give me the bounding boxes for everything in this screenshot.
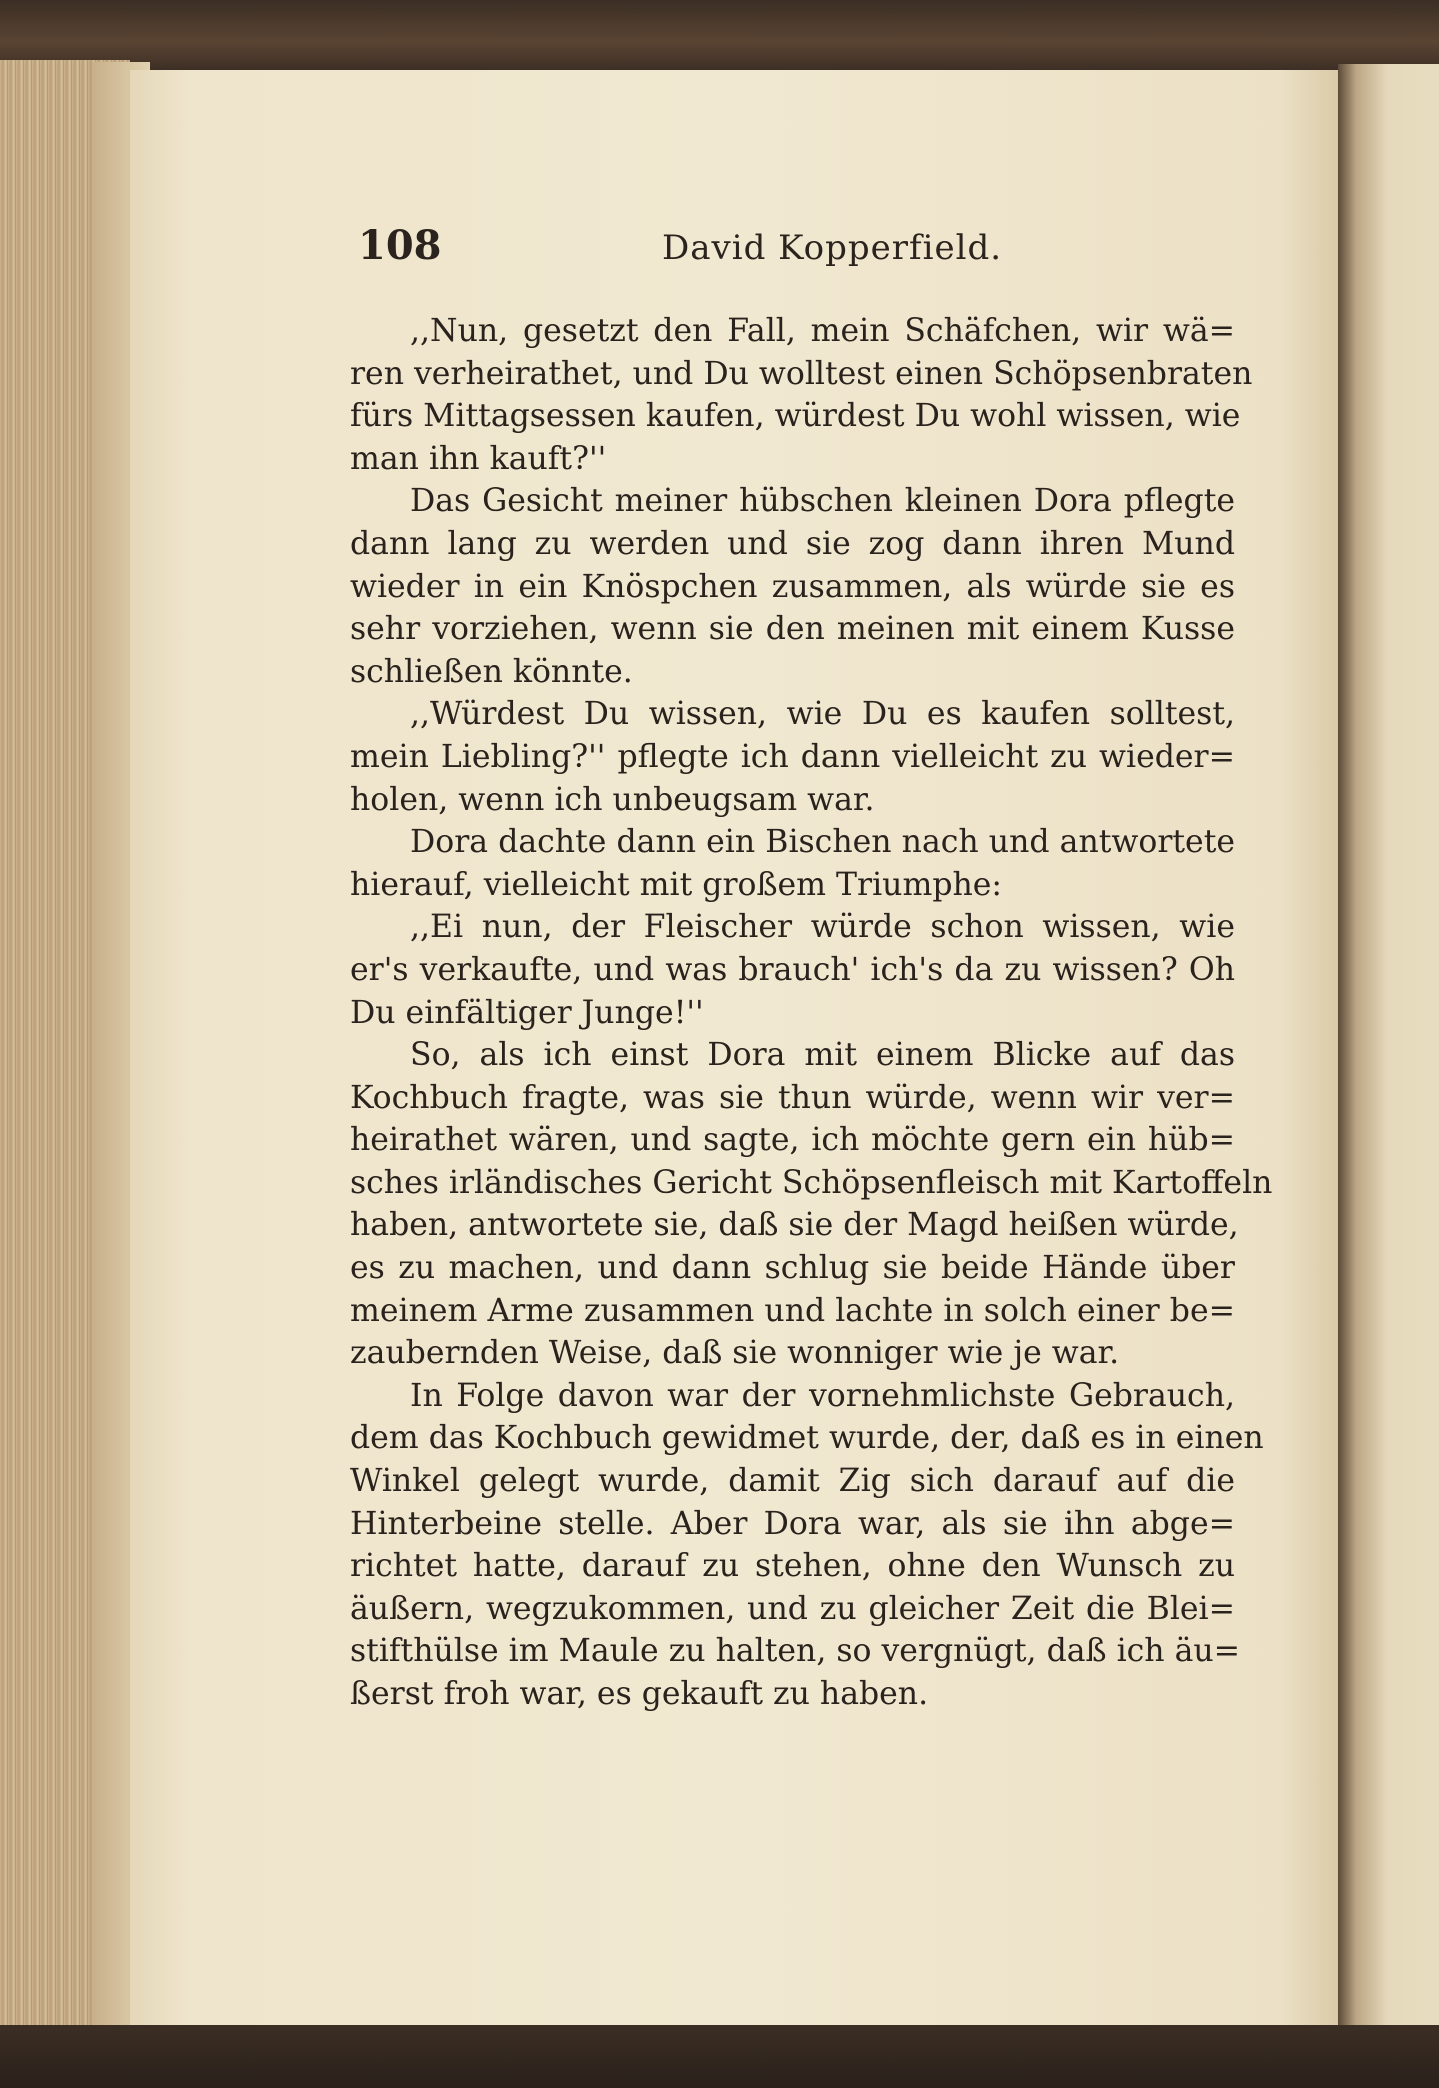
- running-title: David Kopperfield.: [662, 228, 1003, 268]
- text-line: sehr vorziehen, wenn sie den meinen mit einem Kusse: [350, 611, 1235, 648]
- text-line: So, als ich einst Dora mit einem Blicke auf das: [410, 1037, 1235, 1074]
- paragraph: [350, 310, 1253, 480]
- text-line: Winkel gelegt wurde, damit Zig sich darauf auf die: [350, 1463, 1235, 1500]
- text-line: Dora dachte dann ein Bischen nach und antwortete: [410, 824, 1235, 861]
- paragraph: [350, 693, 1235, 821]
- text-line: sches irländisches Gericht Schöpsenfleisch mit Kartoffeln: [350, 1164, 1273, 1201]
- paragraph: [350, 1375, 1264, 1716]
- text-line: ,,Ei nun, der Fleischer würde schon wissen, wie: [410, 909, 1235, 946]
- text-line: ,,Würdest Du wissen, wie Du es kaufen solltest,: [410, 696, 1235, 733]
- text-line: dann lang zu werden und sie zog dann ihren Mund: [350, 525, 1235, 562]
- book-cover-top: [0, 0, 1439, 70]
- text-line: er's verkaufte, und was brauch' ich's da zu wissen? Oh: [350, 951, 1235, 988]
- text-line: es zu machen, und dann schlug sie beide Hände über: [350, 1250, 1235, 1287]
- text-line: wieder in ein Knöspchen zusammen, als würde sie es: [350, 568, 1235, 605]
- text-line: ren verheirathet, und Du wolltest einen Schöpsenbraten: [350, 355, 1253, 392]
- text-line: haben, antwortete sie, daß sie der Magd heißen würde,: [350, 1207, 1239, 1244]
- text-line: dem das Kochbuch gewidmet wurde, der, daß es in einen: [350, 1420, 1264, 1457]
- text-line: fürs Mittagsessen kaufen, würdest Du wohl wissen, wie: [350, 398, 1241, 435]
- text-line: richtet hatte, darauf zu stehen, ohne den Wunsch zu: [350, 1548, 1235, 1585]
- paragraph: [350, 1034, 1273, 1375]
- page-number: 108: [358, 222, 442, 269]
- text-line: In Folge davon war der vornehmlichste Gebrauch,: [410, 1377, 1235, 1414]
- text-line: Das Gesicht meiner hübschen kleinen Dora pflegte: [410, 483, 1235, 520]
- paragraph: [350, 821, 1235, 906]
- text-line: stifthülse im Maule zu halten, so vergnügt, daß ich äu=: [350, 1633, 1241, 1670]
- text-line: hierauf, vielleicht mit großem Triumphe:: [350, 866, 1003, 903]
- text-line: meinem Arme zusammen und lachte in solch einer be=: [350, 1292, 1235, 1329]
- text-line: zaubernden Weise, daß sie wonniger wie je war.: [350, 1335, 1120, 1372]
- text-line: schließen könnte.: [350, 653, 633, 690]
- text-line: mein Liebling?'' pflegte ich dann vielleicht zu wieder=: [350, 738, 1235, 775]
- text-line: äußern, wegzukommen, und zu gleicher Zeit die Blei=: [350, 1590, 1235, 1627]
- text-line: Kochbuch fragte, was sie thun würde, wenn wir ver=: [350, 1079, 1235, 1116]
- text-line: heirathet wären, und sagte, ich möchte gern ein hüb=: [350, 1122, 1235, 1159]
- text-line: holen, wenn ich unbeugsam war.: [350, 781, 875, 818]
- text-line: Du einfältiger Junge!'': [350, 994, 704, 1031]
- text-line: man ihn kauft?'': [350, 440, 607, 477]
- text-line: ßerst froh war, es gekauft zu haben.: [350, 1676, 929, 1712]
- book-cover-bottom: [0, 2025, 1439, 2088]
- text-line: ,,Nun, gesetzt den Fall, mein Schäfchen, wir wä=: [410, 313, 1235, 349]
- body-text: [350, 310, 1273, 1716]
- text-line: Hinterbeine stelle. Aber Dora war, als sie ihn abge=: [350, 1505, 1235, 1542]
- facing-page-gutter: [1338, 64, 1439, 2030]
- paragraph: [350, 480, 1235, 693]
- paragraph: [350, 906, 1235, 1034]
- page-header: [358, 222, 1238, 282]
